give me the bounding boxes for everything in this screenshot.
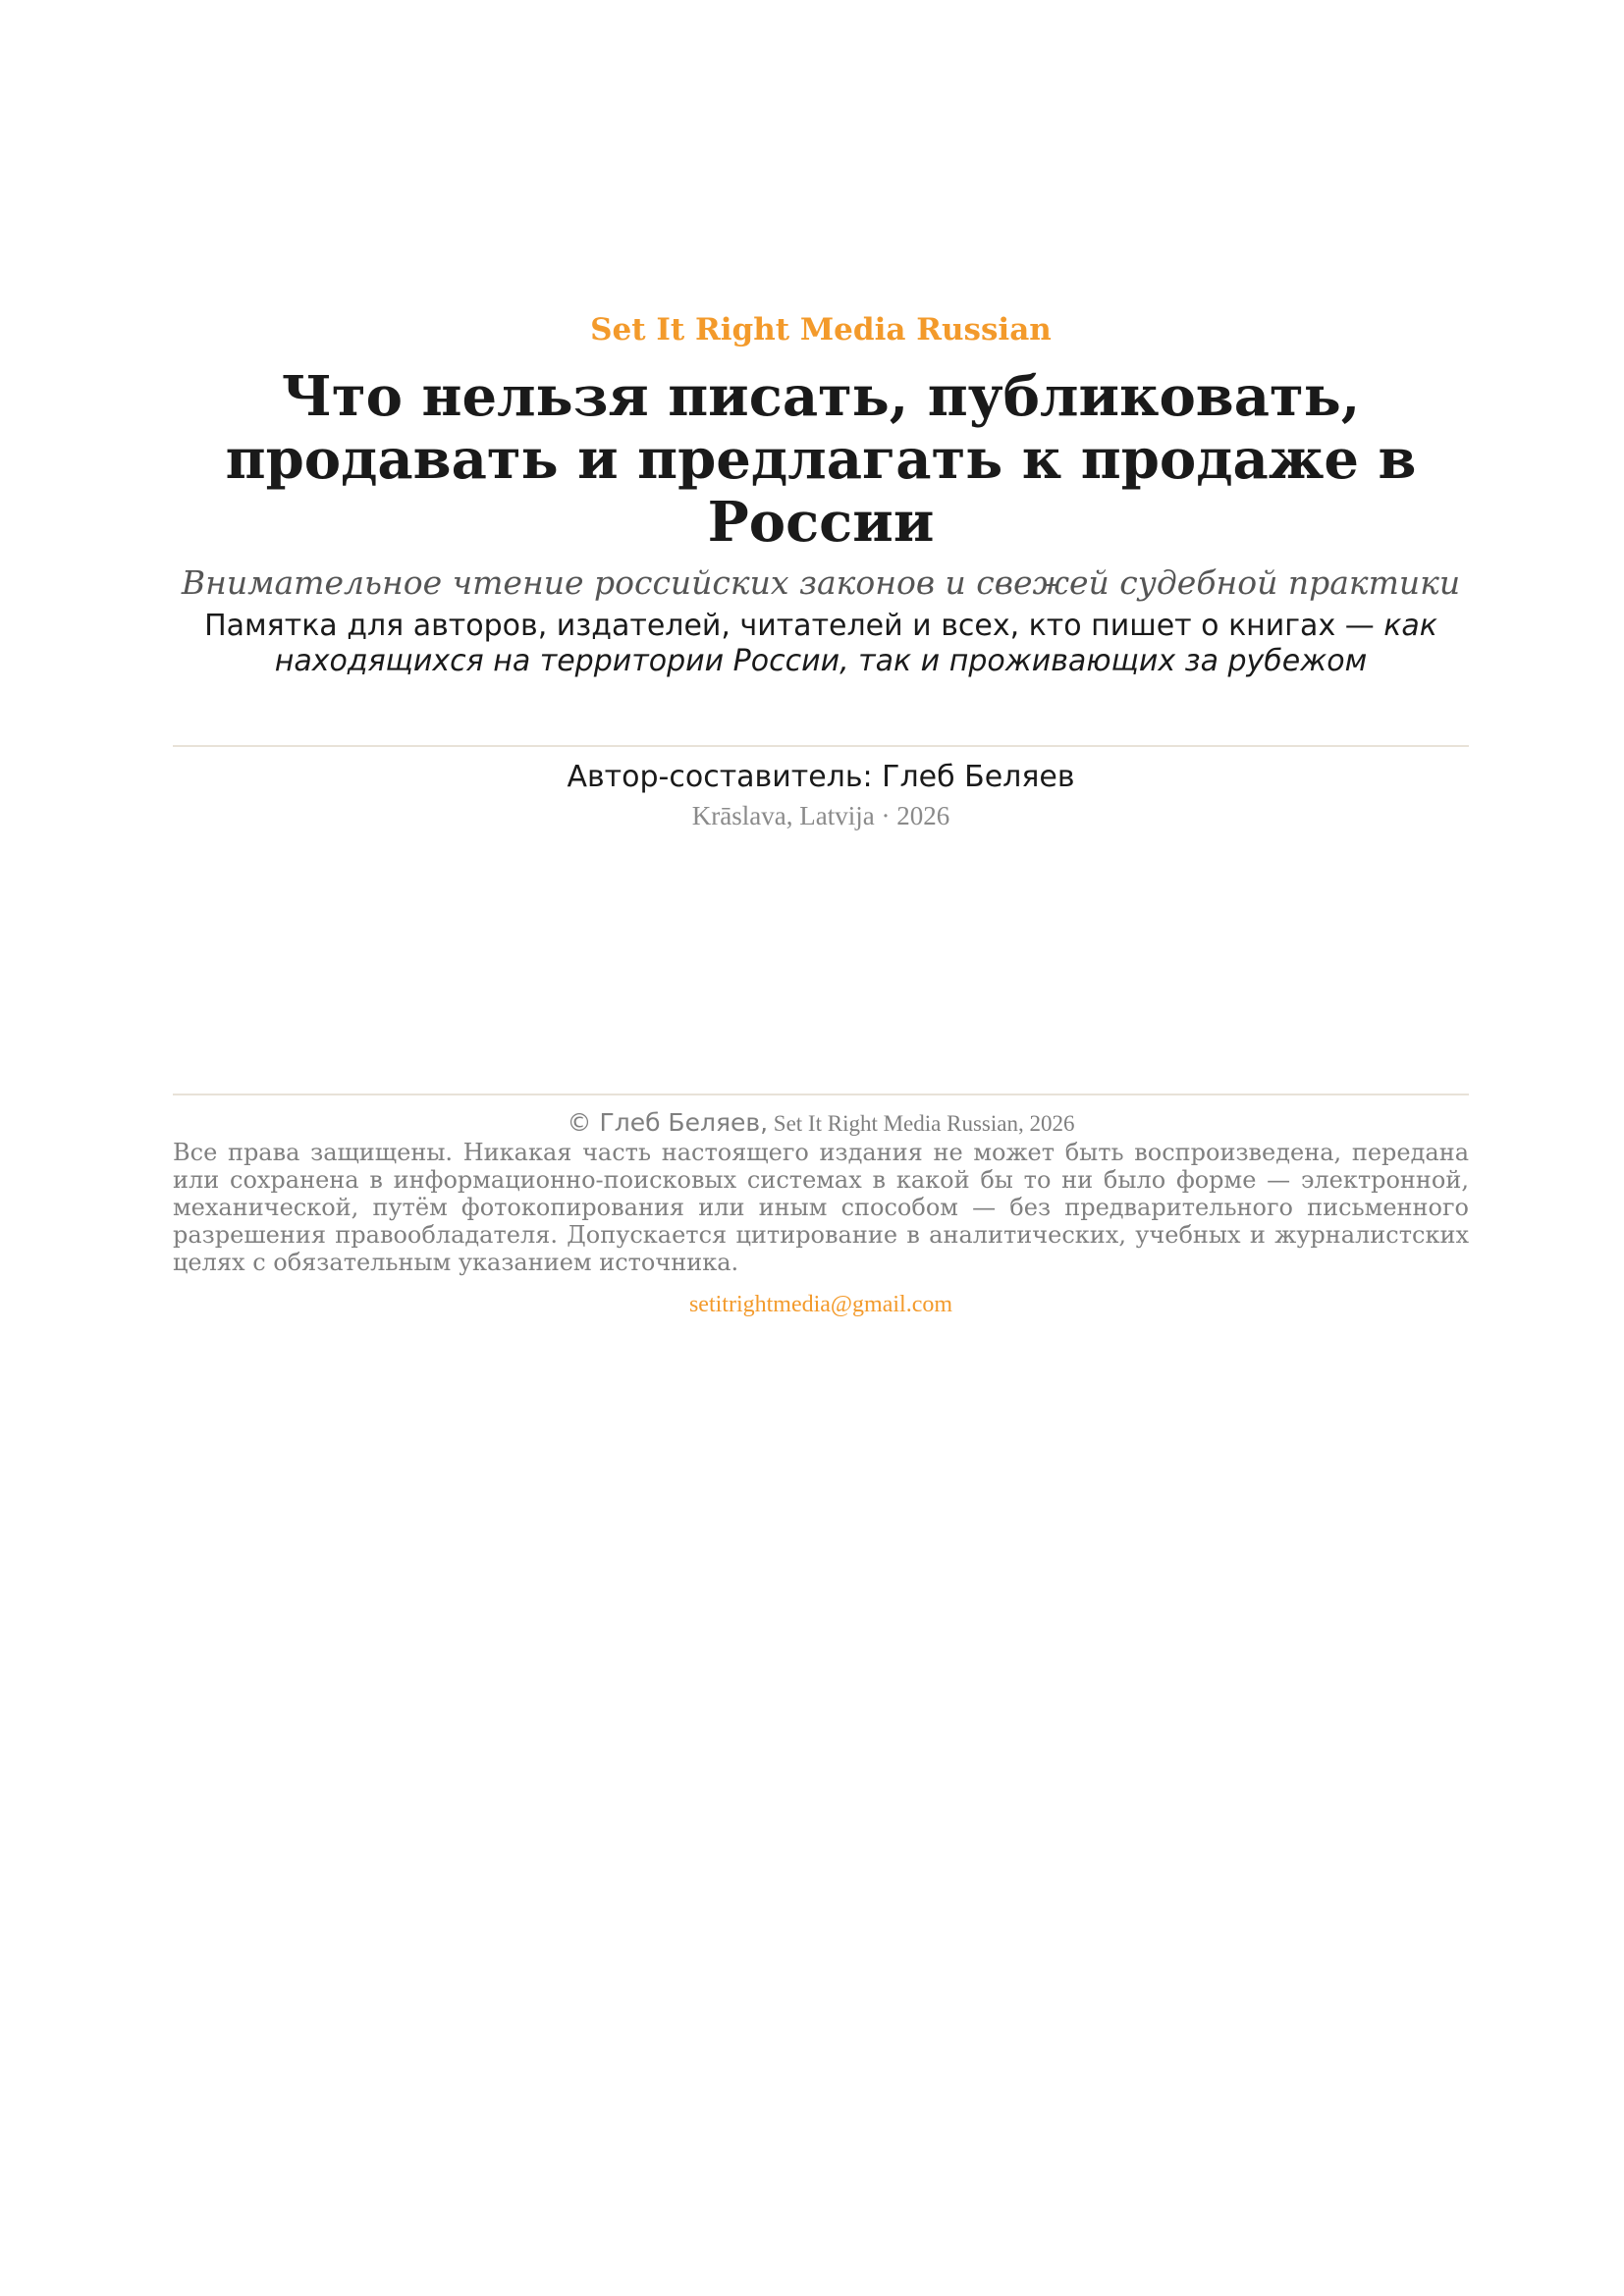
publisher-name: Set It Right Media Russian bbox=[590, 312, 1052, 347]
page-title: Что нельзя писать, публиковать, продавать и предлагать к продаже в России bbox=[225, 364, 1417, 555]
divider-top bbox=[173, 745, 1469, 747]
lead-text-italic: как находящихся на территории России, так и проживающих за рубежом bbox=[274, 609, 1437, 678]
title-page bbox=[173, 0, 1469, 2296]
author-line: Автор-составитель: Глеб Беляев bbox=[567, 760, 1075, 794]
lead-text-regular: Памятка для авторов, издателей, читателей и всех, кто пишет о книгах — bbox=[204, 609, 1384, 643]
subtitle: Внимательное чтение российских законов и свежей судебной практики bbox=[181, 563, 1461, 602]
contact-email-link[interactable]: setitrightmedia@gmail.com bbox=[688, 1292, 953, 1317]
copyright-line bbox=[173, 1107, 1469, 1140]
place-year: Krāslava, Latvija · 2026 bbox=[691, 801, 950, 830]
copyright-details: Set It Right Media Russian, 2026 bbox=[768, 1111, 1075, 1136]
rights-notice: Все права защищены. Никакая часть настоящего издания не может быть воспроизведена, передана или сохранена в информационно-поисковых системах в какой бы то ни было форме — электронной, механической, путём фотокопирования или иным способом — без предварительного письменного разрешения правообладателя. Допускается цитирование в аналитических, учебных и журналистских целях с обязательным указанием источника. bbox=[173, 1139, 1469, 1276]
copyright-holder: © Глеб Беляев, bbox=[567, 1108, 769, 1137]
lead-text bbox=[173, 609, 1469, 679]
divider-bottom bbox=[173, 1094, 1469, 1095]
